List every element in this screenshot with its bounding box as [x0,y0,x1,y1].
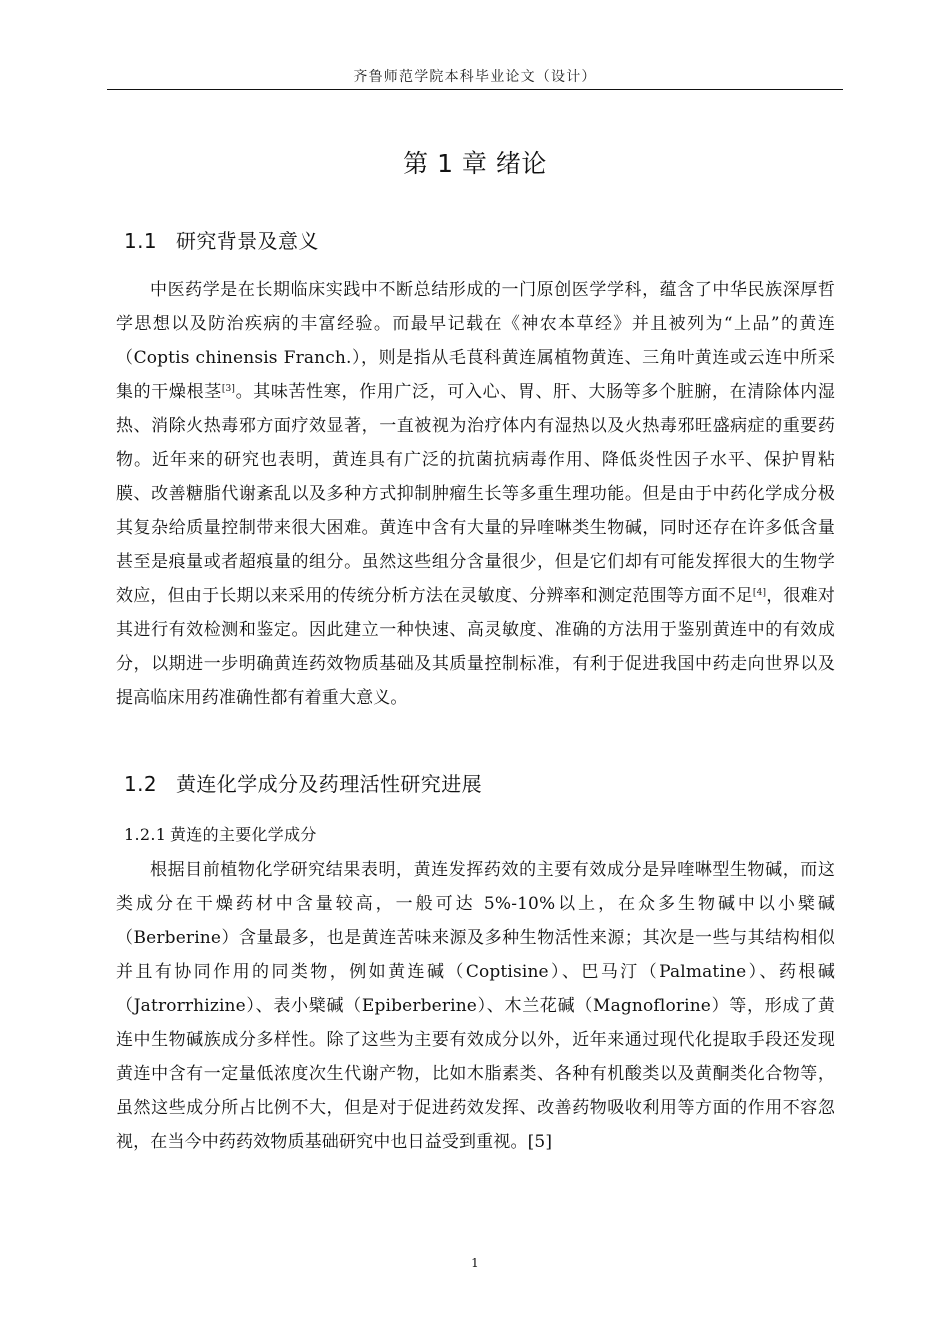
subsection-heading-1-2-1 [124,822,317,845]
header-divider [107,89,843,90]
section-number: 1.1 [124,229,158,253]
subsection-title: 黄连的主要化学成分 [170,825,317,844]
section-number: 1.2 [124,772,158,796]
paragraph-text: 中医药学是在长期临床实践中不断总结形成的一门原创医学学科，蕴含了中华民族深厚哲学思想以及防治疾病的丰富经验。而最早记载在《神农本草经》并且被列为“上品”的黄连（Coptis chinensis Franch.），则是指从毛茛科黄连属植物黄连、三角叶黄连或云连中所采集的干燥根茎 [116,280,835,402]
section-title: 研究背景及意义 [176,229,319,253]
paragraph-text: ，很难对其进行有效检测和鉴定。因此建立一种快速、高灵敏度、准确的方法用于鉴别黄连中的有效成分，以期进一步明确黄连药效物质基础及其质量控制标准，有利于促进我国中药走向世界以及提高临床用药准确性都有着重大意义。 [116,586,835,708]
citation-ref: [4] [752,588,767,598]
running-header: 齐鲁师范学院本科毕业论文（设计） [353,69,597,85]
page-number: 1 [471,1256,479,1270]
paragraph-background [116,273,835,715]
paragraph-chemical-components: 根据目前植物化学研究结果表明，黄连发挥药效的主要有效成分是异喹啉型生物碱，而这类成分在干燥药材中含量较高，一般可达 5%-10%以上，在众多生物碱中以小檗碱（Berberine）含量最多，也是黄连苦味来源及多种生物活性来源；其次是一些与其结构相似并且有协同作用的同类物，例如黄连碱（Coptisine）、巴马汀（Palmatine）、药根碱（Jatrorrhizine）、表小檗碱（Epiberberine）、木兰花碱（Magnoflorine）等，形成了黄连中生物碱族成分多样性。除了这些为主要有效成分以外，近年来通过现代化提取手段还发现黄连中含有一定量低浓度次生代谢产物，比如木脂素类、各种有机酸类以及黄酮类化合物等，虽然这些成分所占比例不大，但是对于促进药效发挥、改善药物吸收利用等方面的作用不容忽视，在当今中药药效物质基础研究中也日益受到重视。[5] [116,860,835,1152]
section-heading-1-1 [124,225,319,254]
citation-ref: [3] [221,384,236,394]
section-title: 黄连化学成分及药理活性研究进展 [176,772,482,796]
paragraph-text: 。其味苦性寒，作用广泛，可入心、胃、肝、大肠等多个脏腑，在清除体内湿热、消除火热毒邪方面疗效显著，一直被视为治疗体内有湿热以及火热毒邪旺盛病症的重要药物。近年来的研究也表明，黄连具有广泛的抗菌抗病毒作用、降低炎性因子水平、保护胃粘膜、改善糖脂代谢紊乱以及多种方式抑制肿瘤生长等多重生理功能。但是由于中药化学成分极其复杂给质量控制带来很大困难。黄连中含有大量的异喹啉类生物碱，同时还存在许多低含量甚至是痕量或者超痕量的组分。虽然这些组分含量很少，但是它们却有可能发挥很大的生物学效应，但由于长期以来采用的传统分析方法在灵敏度、分辨率和测定范围等方面不足 [116,382,835,606]
subsection-number: 1.2.1 [124,825,167,844]
chapter-title: 第 1 章 绪论 [403,149,547,178]
section-heading-1-2 [124,768,482,797]
